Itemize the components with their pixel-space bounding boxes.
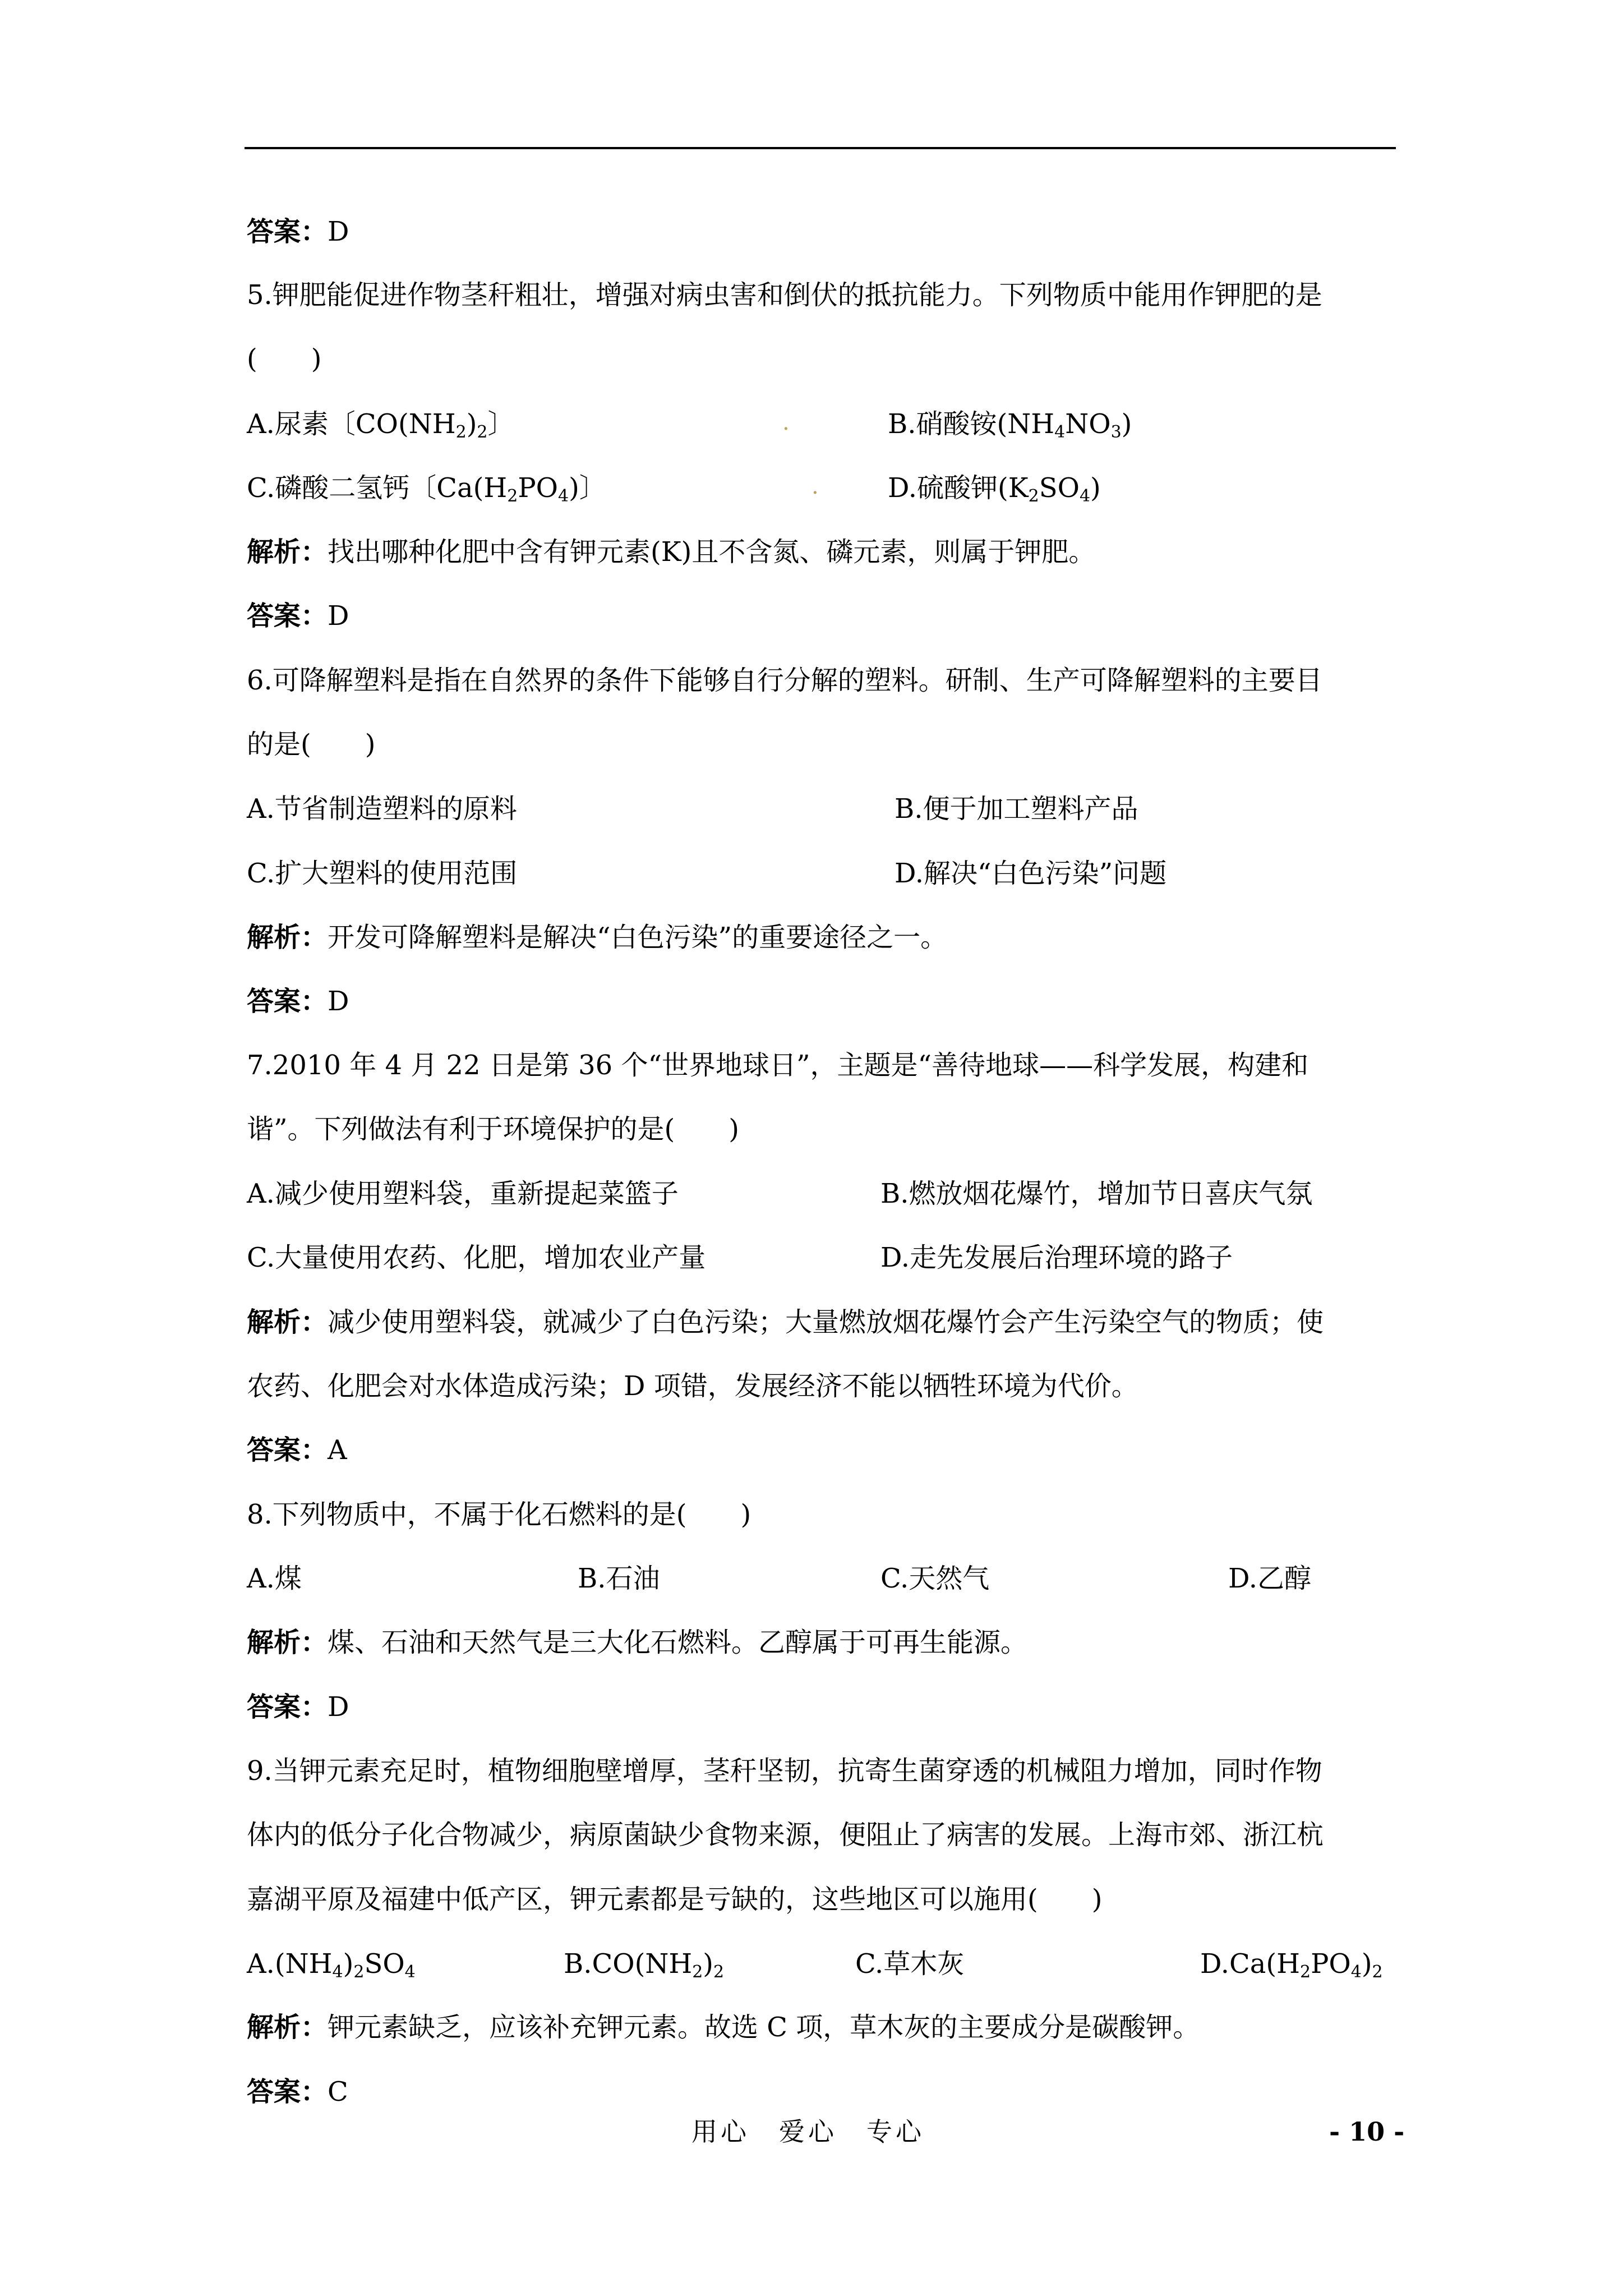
question-5-line-1: 5.钾肥能促进作物茎秆粗壮，增强对病虫害和倒伏的抵抗能力。下列物质中能用作钾肥的是 [247, 279, 1322, 311]
question-7-answer: 答案：A [247, 1434, 347, 1466]
question-7-option-a: A.减少使用塑料袋，重新提起菜篮子 [247, 1178, 679, 1209]
question-7-analysis-line-1: 解析：减少使用塑料袋，就减少了白色污染；大量燃放烟花爆竹会产生污染空气的物质；使 [247, 1306, 1324, 1338]
question-5-option-b: B.硝酸铵$(NH_4NO_3)$ [888, 408, 1132, 442]
question-9-option-c: C.草木灰 [855, 1948, 965, 1980]
question-8-line-1: 8.下列物质中，不属于化石燃料的是( ) [247, 1499, 751, 1530]
question-8-option-b: B.石油 [578, 1563, 660, 1594]
footer-motto: 用心 爱心 专心 [691, 2116, 925, 2147]
page-number: - 10 - [1329, 2116, 1405, 2147]
question-6-option-b: B.便于加工塑料产品 [895, 793, 1138, 825]
question-7-line-1: 7.2010 年 4 月 22 日是第 36 个“世界地球日”，主题是“善待地球——科学发展，构建和 [247, 1050, 1309, 1081]
question-8-answer: 答案：D [247, 1691, 349, 1723]
question-5-analysis: 解析：找出哪种化肥中含有钾元素(K)且不含氮、磷元素，则属于钾肥。 [247, 536, 1096, 568]
question-6-option-a: A.节省制造塑料的原料 [247, 793, 517, 825]
question-9-analysis: 解析：钾元素缺乏，应该补充钾元素。故选 C 项，草木灰的主要成分是碳酸钾。 [247, 2012, 1200, 2043]
question-9-option-d: $D.Ca(H_2PO_4)_2$ [1200, 1948, 1383, 1982]
question-9-answer: 答案：C [247, 2076, 348, 2108]
question-9-option-a: $A.(NH_4)_2SO_4$ [247, 1948, 416, 1982]
header-rule [245, 147, 1396, 149]
question-9-line-1: 9.当钾元素充足时，植物细胞壁增厚，茎秆坚韧，抗寄生菌穿透的机械阻力增加，同时作物 [247, 1755, 1322, 1787]
question-8-option-c: C.天然气 [880, 1563, 990, 1594]
question-7-analysis-line-2: 农药、化肥会对水体造成污染；D 项错，发展经济不能以牺牲环境为代价。 [247, 1370, 1138, 1402]
question-9-line-2: 体内的低分子化合物减少，病原菌缺少食物来源，便阻止了病害的发展。上海市郊、浙江杭 [247, 1819, 1324, 1851]
question-7-option-d: D.走先发展后治理环境的路子 [880, 1242, 1233, 1273]
question-8-option-a: A.煤 [247, 1563, 302, 1594]
question-6-analysis: 解析：开发可降解塑料是解决“白色污染”的重要途径之一。 [247, 922, 948, 953]
question-5-line-2: ( ) [247, 343, 322, 375]
question-7-line-2: 谐”。下列做法有利于环境保护的是( ) [247, 1114, 739, 1145]
stray-dot: . [782, 409, 790, 435]
question-8-analysis: 解析：煤、石油和天然气是三大化石燃料。乙醇属于可再生能源。 [247, 1627, 1028, 1658]
question-6-line-1: 6.可降解塑料是指在自然界的条件下能够自行分解的塑料。研制、生产可降解塑料的主要目 [247, 665, 1322, 696]
question-5-option-c: C.磷酸二氢钙〔$Ca(H_2PO_4)$〕 [247, 472, 606, 506]
question-7-option-c: C.大量使用农药、化肥，增加农业产量 [247, 1242, 706, 1273]
question-5-option-a: A.尿素〔$CO(NH_2)_2$〕 [247, 408, 515, 442]
question-5-answer: 答案：D [247, 600, 349, 632]
question-6-line-2: 的是( ) [247, 729, 376, 760]
question-9-option-b: $B.CO(NH_2)_2$ [564, 1948, 725, 1982]
question-9-line-3: 嘉湖平原及福建中低产区，钾元素都是亏缺的，这些地区可以施用( ) [247, 1884, 1103, 1915]
question-6-option-d: D.解决“白色污染”问题 [895, 858, 1167, 889]
answer-4: 答案：D [247, 216, 349, 247]
question-8-option-d: D.乙醇 [1228, 1563, 1312, 1594]
question-7-option-b: B.燃放烟花爆竹，增加节日喜庆气氛 [880, 1178, 1313, 1209]
question-6-option-c: C.扩大塑料的使用范围 [247, 858, 518, 889]
stray-dot: . [811, 473, 819, 499]
question-6-answer: 答案：D [247, 986, 349, 1017]
question-5-option-d: D.硫酸钾$(K_2SO_4)$ [888, 472, 1101, 506]
